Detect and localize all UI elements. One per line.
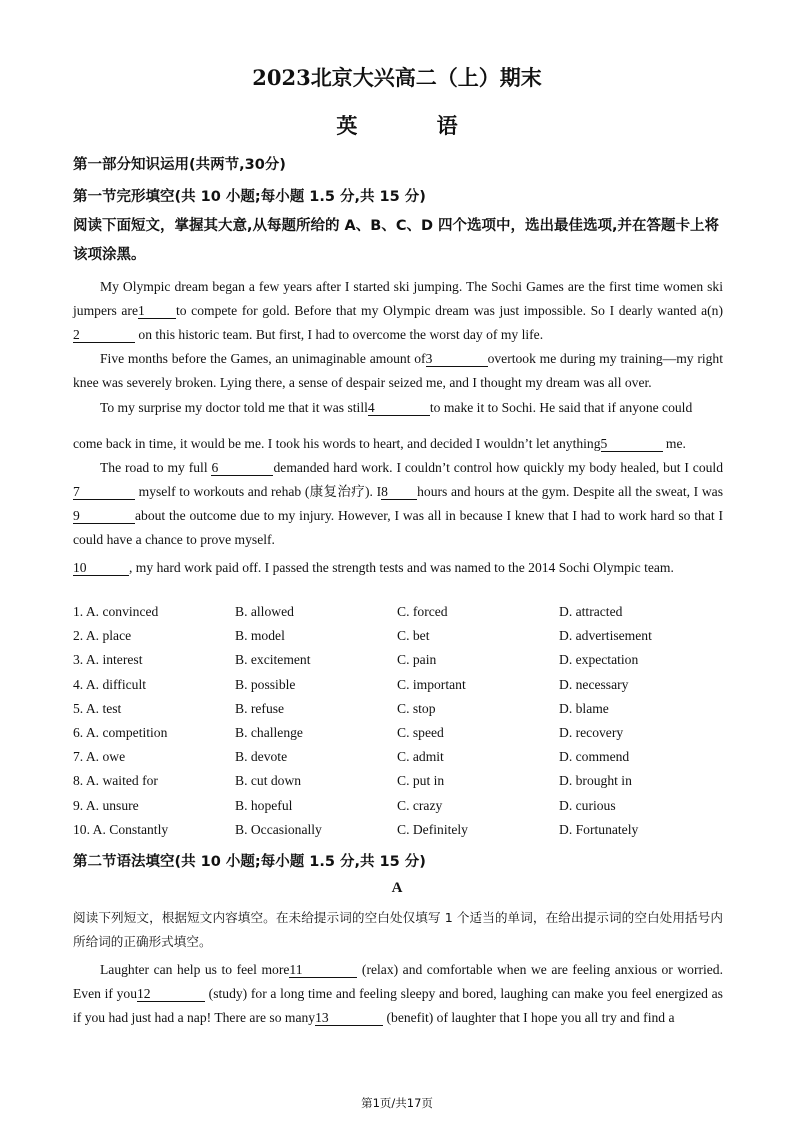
blank-6: 6 [211,460,273,476]
option-row: 9. A. unsure B. hopeful C. crazy D. curious [73,797,616,813]
option-row: 2. A. place B. model C. bet D. advertisement [73,628,652,644]
passage-paragraph-4: The road to my full 6 demanded hard work. I couldn’t control how quickly my body healed, but I could7 myself to workouts and rehab (康复治疗). I8 hours and hours at the gym. Despite all the sweat, I was9 about the outcome due to my injury. However, I was all in because I knew that I had to work hard so that I could have a chance to prove myself. [73,460,723,547]
section2-heading: 第二节语法填空(共 10 小题;每小题 1.5 分,共 15 分) [73,854,426,870]
blank-10: 10 [73,560,129,576]
grammar-paragraph-1: Laughter can help us to feel more11 (relax) and comfortable when we are feeling anxious or worried. Even if you12 (study) for a long time and feeling sleepy and bored, laughing can make you feel energized as if you had just had a nap! There are so many13 (benefit) of laughter that I hope you all try and find a [73,962,724,1025]
blank-4: 4 [368,400,430,416]
blank-13: 13 [315,1010,383,1026]
part1-heading: 第一部分知识运用(共两节,30分) [73,157,286,173]
exam-title: 2023北京大兴高二（上）期末 [252,65,542,90]
blank-2: 2 [73,327,135,343]
option-row: 8. A. waited for B. cut down C. put in D. brought in [73,773,632,789]
section2-label: A [391,880,403,896]
blank-3: 3 [426,351,488,367]
passage-paragraph-2: Five months before the Games, an unimaginable amount of3 overtook me during my training—my right knee was severely broken. Lying there, a sense of despair seized me, and I thought my dream was all over. [73,351,724,390]
subject-title: 英 语 [336,113,494,138]
option-row: 10. A. Constantly B. Occasionally C. Definitely D. Fortunately [73,821,639,837]
option-row: 5. A. test B. refuse C. stop D. blame [73,700,609,716]
passage-paragraph-3: To my surprise my doctor told me that it was still4 to make it to Sochi. He said that if anyone could [100,400,693,415]
passage-paragraph-5: 10 , my hard work paid off. I passed the strength tests and was named to the 2014 Sochi Olympic team. [73,560,674,575]
passage-paragraph-3-cont: come back in time, it would be me. I took his words to heart, and decided I wouldn’t let anything5 me. [73,436,686,451]
blank-11: 11 [289,962,357,978]
blank-7: 7 [73,484,135,500]
option-row: 7. A. owe B. devote C. admit D. commend [73,749,630,765]
blank-12: 12 [137,986,205,1002]
option-row: 3. A. interest B. excitement C. pain D. expectation [73,652,639,668]
passage-paragraph-1: My Olympic dream began a few years after I started ski jumping. The Sochi Games are the first time women ski jumpers are1 to compete for gold. Before that my Olympic dream was just impossible. So I dearly wanted a(n) 2 on this historic team. But first, I had to overcome the worst day of my life. [73,279,723,342]
page-footer: 第1页/共17页 [361,1096,433,1110]
option-row: 1. A. convinced B. allowed C. forced D. attracted [73,604,623,619]
section2-instruction: 阅读下列短文，根据短文内容填空。在未给提示词的空白处仅填写 1 个适当的单词，在给出提示词的空白处用括号内所给词的正确形式填空。 [73,910,723,949]
option-row: 6. A. competition B. challenge C. speed D. recovery [73,724,624,740]
blank-8: 8 [381,484,417,500]
option-row: 4. A. difficult B. possible C. important D. necessary [73,676,629,692]
blank-1: 1 [138,303,176,319]
blank-5: 5 [601,436,663,452]
section1-heading: 第一节完形填空(共 10 小题;每小题 1.5 分,共 15 分) [73,189,426,205]
options-table [73,604,723,846]
blank-9: 9 [73,508,135,524]
section1-instruction: 阅读下面短文，掌握其大意,从每题所给的 A、B、C、D 四个选项中，选出最佳选项,并在答题卡上将该项涂黑。 [73,218,720,263]
